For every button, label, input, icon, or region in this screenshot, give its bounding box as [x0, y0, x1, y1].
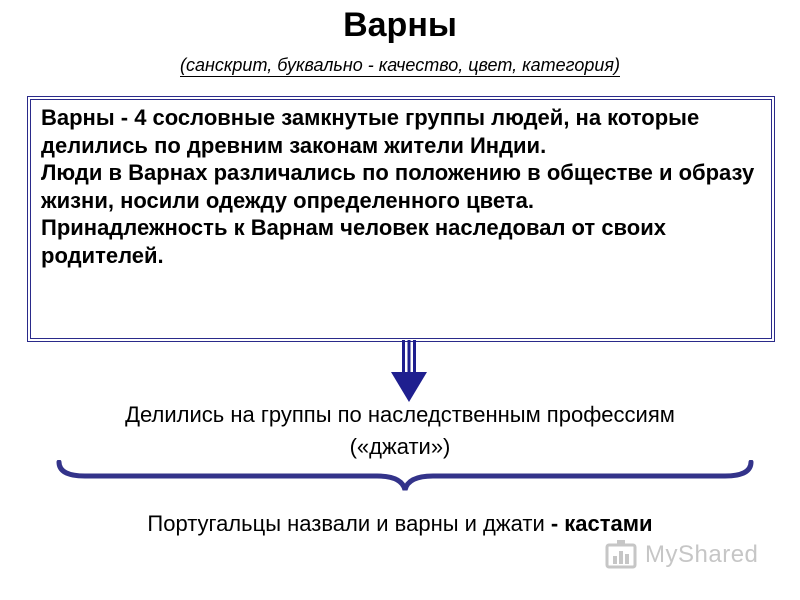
definition-paragraph-2: Люди в Варнах различались по положению в обществе и образу жизни, носили одежду определенного цвета.	[41, 160, 755, 213]
subtitle-text: (санскрит, буквально - качество, цвет, категория)	[180, 55, 620, 75]
down-arrow-icon	[389, 340, 429, 406]
slide-title: Варны	[343, 6, 457, 44]
definition-paragraph-1: Варны - 4 сословные замкнутые группы людей, на которые делились по древним законам жители Индии.	[41, 105, 700, 158]
slide-subtitle	[0, 55, 800, 76]
definition-paragraph-3: Принадлежность к Варнам человек наследовал от своих родителей.	[41, 215, 666, 268]
conclusion-emphasis: - кастами	[550, 511, 653, 536]
conclusion-text: Португальцы назвали и варны и джати	[147, 511, 551, 536]
curly-brace-icon	[55, 460, 755, 494]
groups-line-2: («джати»)	[349, 434, 451, 459]
chart-icon	[605, 539, 641, 571]
definition-text	[41, 104, 763, 269]
definition-box	[27, 96, 775, 342]
watermark	[605, 535, 775, 575]
groups-line-1: Делились на группы по наследственным профессиям	[125, 402, 675, 427]
conclusion-line	[0, 511, 800, 537]
watermark-text: MyShared	[645, 541, 759, 568]
